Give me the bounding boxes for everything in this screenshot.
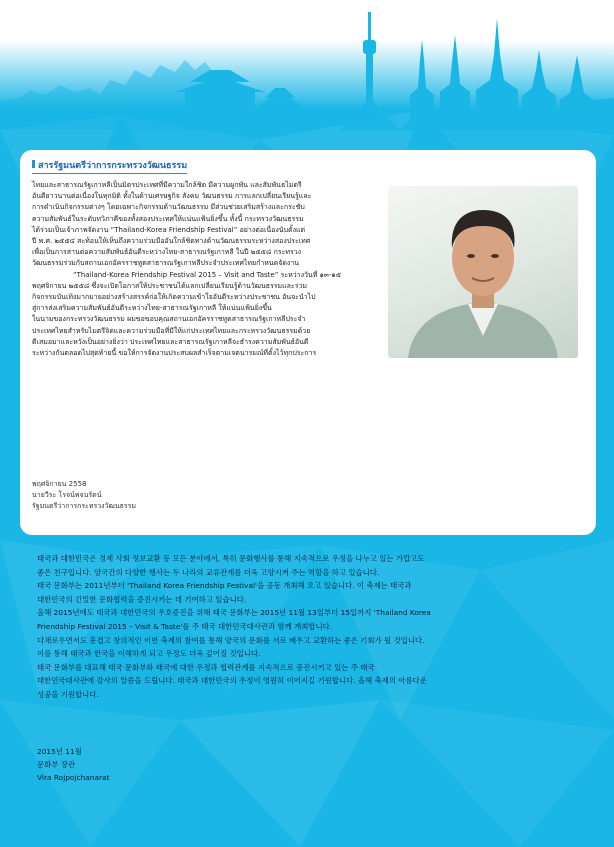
thai-temple-skyline-icon (400, 18, 614, 130)
thai-line: พฤศจิกายน ๒๕๕๘ ซึ่งจะเปิดโอกาสให้ประชาชนได้แลกเปลี่ยนเรียนรู้ด้านวัฒนธรรมและร่วม (32, 281, 308, 290)
thai-line: อันดียาวนานต่อเนื่องในทุกมิติ ทั้งในด้านเศรษฐกิจ สังคม วัฒนธรรม การแลกเปลี่ยนเรียนรู้และ (32, 192, 312, 201)
korean-message-body (37, 552, 587, 702)
thai-line: วัฒนธรรมร่วมกับสถานเอกอัครราชทูตสาธารณรัฐเกาหลีประจำประเทศไทยกำหนดจัดงาน (32, 259, 300, 268)
city-skyline-illustration (0, 0, 614, 130)
thai-line: กิจกรรมบันเทิงมากมายอย่างสร้างสรรค์ก่อให้เกิดความเข้าใจอันดีระหว่างประชาชน อันจะนำไป (32, 293, 316, 302)
thai-line: ระหว่างกันตลอดไปสุดท้ายนี้ ขอให้การจัดงานประสบผลสำเร็จตามเจตนารมณ์ที่ตั้งไว้ทุกประการ (32, 349, 317, 358)
korean-line: 태국과 대한민국은 경제 사회 정보교환 등 모든 분야에서, 특히 문화행사를 통해 지속적으로 우정을 나누고 있는 가깝고도 (37, 554, 425, 563)
thai-line: “Thailand-Korea Friendship Festival 2015 – Visit and Taste” ระหว่างวันที่ ๑๓-๑๕ (72, 270, 342, 279)
thai-signature-name: นายวีระ โรจน์พจนรัตน์ (32, 491, 102, 499)
thai-line: ในนามของกระทรวงวัฒนธรรม ผมขอขอบคุณสถานเอกอัครราชทูตสาธารณรัฐเกาหลีประจำ (32, 315, 306, 324)
thai-message-panel (20, 150, 596, 535)
thai-line: เพื่อเป็นการสานต่อความสัมพันธ์อันดีระหว่างไทย-สาธารณรัฐเกาหลี ในปี ๒๕๕๘ กระทรวง (32, 248, 302, 257)
korean-line: 올해 2015년에도 태국과 대한민국의 우호증진을 위해 태국 문화부는 2015년 11월 13일부터 15일까지 'Thailand Korea (37, 608, 431, 618)
portrait-illustration (388, 186, 578, 358)
minister-portrait-photo (388, 186, 578, 358)
thai-signature-date: พฤศจิกายน 2558 (32, 480, 87, 488)
thai-line: ความสัมพันธ์ในระดับทวิภาคีของทั้งสองประเทศให้แน่นแฟ้นยิ่งขึ้น ทั้งนี้ กระทรวงวัฒนธรรม (32, 214, 304, 223)
thai-message-body (32, 180, 382, 359)
korean-line: 좋은 친구입니다. 양국간의 다양한 행사는 두 나라의 교류관계를 더욱 고양시켜 주는 역할을 하고 있습니다. (37, 567, 380, 577)
korean-line: 태국 문화부는 2011년부터 'Thailand Korea Friendship Festival'을 공동 개최해 오고 있습니다. 이 축제는 태국과 (37, 581, 412, 591)
korean-line: 대한민국의 긴밀한 문화협력을 증진시키는 데 기여하고 있습니다. (37, 594, 247, 604)
seoul-tower-icon (340, 12, 400, 130)
korean-signature-block (37, 745, 109, 784)
thai-line: ได้ร่วมเป็นเจ้าภาพจัดงาน “Thailand-Korea Friendship Festival” อย่างต่อเนื่องนับตั้งแต่ (32, 225, 306, 234)
korean-line: Friendship Festival 2015 – Visit & Taste'를 주 태국 대한민국대사관과 함께 개최합니다. (37, 621, 333, 631)
thai-line: สู่การส่งเสริมความสัมพันธ์อันดีระหว่างไทย-สาธารณรัฐเกาหลี ให้แน่นแฟ้นยิ่งขึ้น (32, 304, 272, 313)
thai-line: ประเทศไทยสำหรับไมตรีจิตและความร่วมมือที่มีให้แก่ประเทศไทยและกระทรวงวัฒนธรรมด้วย (32, 326, 311, 335)
thai-line: ไทยและสาธารณรัฐเกาหลีเป็นมิตรประเทศที่มีความใกล้ชิด มีความผูกพัน และสัมพันธไมตรี (32, 181, 302, 189)
korean-line: 다채로우면서도 흥겹고 창의적인 이번 축제의 참여를 통해 양국의 문화를 서로 배우고 교환하는 좋은 기회가 될 것입니다. (37, 635, 425, 645)
korean-signature-name: Vira Rojpojchanarat (37, 773, 110, 782)
korean-line: 성공을 기원합니다. (37, 689, 99, 699)
thai-line: ปี พ.ศ. ๒๕๕๔ สะท้อนให้เห็นถึงความร่วมมืออันใกล้ชิดทางด้านวัฒนธรรมระหว่างสองประเทศ (32, 237, 311, 246)
korean-line: 태국 문화부를 대표해 태국 문화부와 태국에 대한 우정과 협력관계를 지속적으로 증진시키고 있는 주 태국 (37, 662, 375, 672)
korean-line: 대한민국대사관에 감사의 말씀을 드립니다. 태국과 대한민국의 우정이 영원히 이어지길 기원합니다. 올해 축제의 아름다운 (37, 676, 427, 686)
korean-line: 이를 통해 태국과 한국을 이해하게 되고 우정도 더욱 깊어질 것입니다. (37, 649, 261, 659)
thai-line: การดำเนินกิจกรรมต่างๆ โดยเฉพาะกิจกรรมด้านวัฒนธรรม มีส่วนช่วยเสริมสร้างและกระชับ (32, 203, 305, 212)
thai-signature-block (32, 479, 136, 512)
korean-signature-date: 2015년 11월 (37, 747, 82, 756)
page-title: สารรัฐมนตรีว่าการกระทรวงวัฒนธรรม (32, 158, 187, 174)
thai-signature-position: รัฐมนตรีว่าการกระทรวงวัฒนธรรม (32, 502, 137, 510)
korean-signature-position: 문화부 장관 (37, 760, 76, 769)
thai-line: ดีเสมอมาและหวังเป็นอย่างยิ่งว่า ประเทศไทยและสาธารณรัฐเกาหลีจะธำรงความสัมพันธ์อันดี (32, 337, 309, 346)
